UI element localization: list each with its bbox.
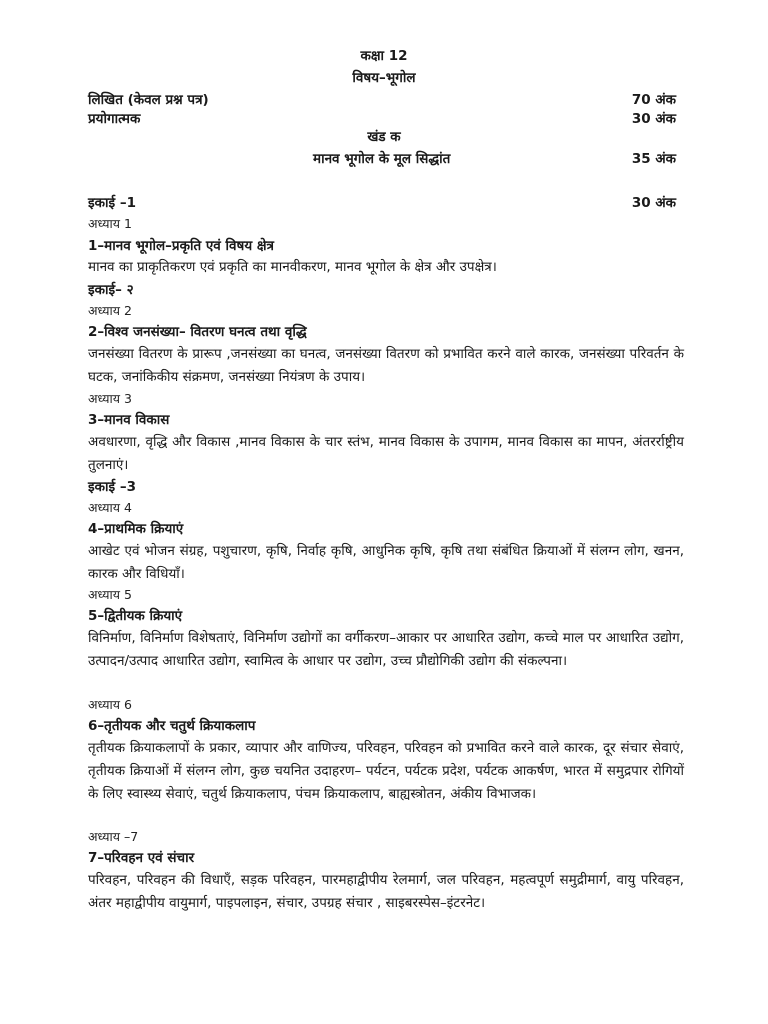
chapter3-label: अध्याय 3: [88, 391, 132, 406]
unit2-title: इकाई– २: [88, 282, 134, 298]
unit3-title: इकाई –3: [88, 479, 136, 495]
written-marks: 70 अंक: [631, 92, 676, 108]
chapter1-label: अध्याय 1: [88, 216, 132, 231]
practical-marks: 30 अंक: [631, 111, 676, 127]
chapter6-text: तृतीयक क्रियाकलापों के प्रकार, व्यापार और वाणिज्य, परिवहन, परिवहन को प्रभावित करने वाले कारक, दूर संचार सेवाएं, तृतीयक क्रियाओं में संलग्न लोग, कुछ चयनित उदाहरण– पर्यटन, पर्यटक प्रदेश, पर्यटक आकर्षण, भारत में समुद्रपार रोगियों के लिए स्वास्थ्य सेवाएं, चतुर्थ क्रियाकलाप, पंचम क्रियाकलाप, बाह्यस्त्रोतन, अंकीय विभाजक।: [88, 740, 684, 802]
section-marks: 35 अंक: [631, 151, 676, 167]
chapter2-text: जनसंख्या वितरण के प्रारूप ,जनसंख्या का घनत्व, जनसंख्या वितरण को प्रभावित करने वाले कारक, जनसंख्या परिवर्तन के घटक, जनांकिकीय संक्रमण, जनसंख्या नियंत्रण के उपाय।: [88, 346, 684, 385]
chapter4-text: आखेट एवं भोजन संग्रह, पशुचारण, कृषि, निर्वाह कृषि, आधुनिक कृषि, कृषि तथा संबंधित क्रियाओं में संलग्न लोग, खनन, कारक और विधियाँ।: [88, 543, 684, 582]
practical-label: प्रयोगात्मक: [88, 111, 141, 127]
unit1-title: इकाई –1: [88, 195, 136, 211]
chapter1-text: मानव का प्राकृतिकरण एवं प्रकृति का मानवीकरण, मानव भूगोल के क्षेत्र और उपक्षेत्र।: [88, 259, 497, 275]
section-subtitle: मानव भूगोल के मूल सिद्धांत: [313, 151, 451, 167]
chapter2-heading: 2–विश्व जनसंख्या– वितरण घनत्व तथा वृद्धि: [88, 324, 307, 340]
unit1-marks: 30 अंक: [631, 195, 676, 211]
subject-title: विषय–भूगोल: [352, 70, 416, 86]
chapter5-text: विनिर्माण, विनिर्माण विशेषताएं, विनिर्माण उद्योगों का वर्गीकरण–आकार पर आधारित उद्योग, कच्चे माल पर आधारित उद्योग, उत्पादन/उत्पाद आधारित उद्योग, स्वामित्व के आधार पर उद्योग, उच्च प्रौद्योगिकी उद्योग की संकल्पना।: [88, 630, 684, 669]
chapter5-label: अध्याय 5: [88, 587, 132, 602]
chapter4-label: अध्याय 4: [88, 500, 132, 515]
chapter3-heading: 3–मानव विकास: [88, 412, 170, 428]
chapter4-heading: 4–प्राथमिक क्रियाएं: [88, 521, 184, 537]
chapter3-text: अवधारणा, वृद्धि और विकास ,मानव विकास के चार स्तंभ, मानव विकास के उपागम, मानव विकास का मापन, अंतरर्राष्ट्रीय तुलनाएं।: [88, 434, 684, 473]
chapter1-heading: 1–मानव भूगोल–प्रकृति एवं विषय क्षेत्र: [88, 238, 274, 254]
section-title: खंड क: [367, 129, 401, 145]
written-label: लिखित (केवल प्रश्न पत्र): [88, 92, 209, 108]
chapter7-label: अध्याय –7: [88, 829, 139, 844]
chapter7-text: परिवहन, परिवहन की विधाएँ, सड़क परिवहन, पारमहाद्वीपीय रेलमार्ग, जल परिवहन, महत्वपूर्ण समुद्रीमार्ग, वायु परिवहन, अंतर महाद्वीपीय वायुमार्ग, पाइपलाइन, संचार, उपग्रह संचार , साइबरस्पेस–इंटरनेट।: [88, 872, 684, 911]
chapter6-label: अध्याय 6: [88, 697, 132, 712]
chapter5-heading: 5–द्वितीयक क्रियाएं: [88, 608, 183, 624]
class-title: कक्षा 12: [360, 48, 408, 64]
chapter7-heading: 7–परिवहन एवं संचार: [88, 850, 195, 866]
chapter2-label: अध्याय 2: [88, 303, 132, 318]
chapter6-heading: 6–तृतीयक और चतुर्थ क्रियाकलाप: [88, 718, 256, 734]
